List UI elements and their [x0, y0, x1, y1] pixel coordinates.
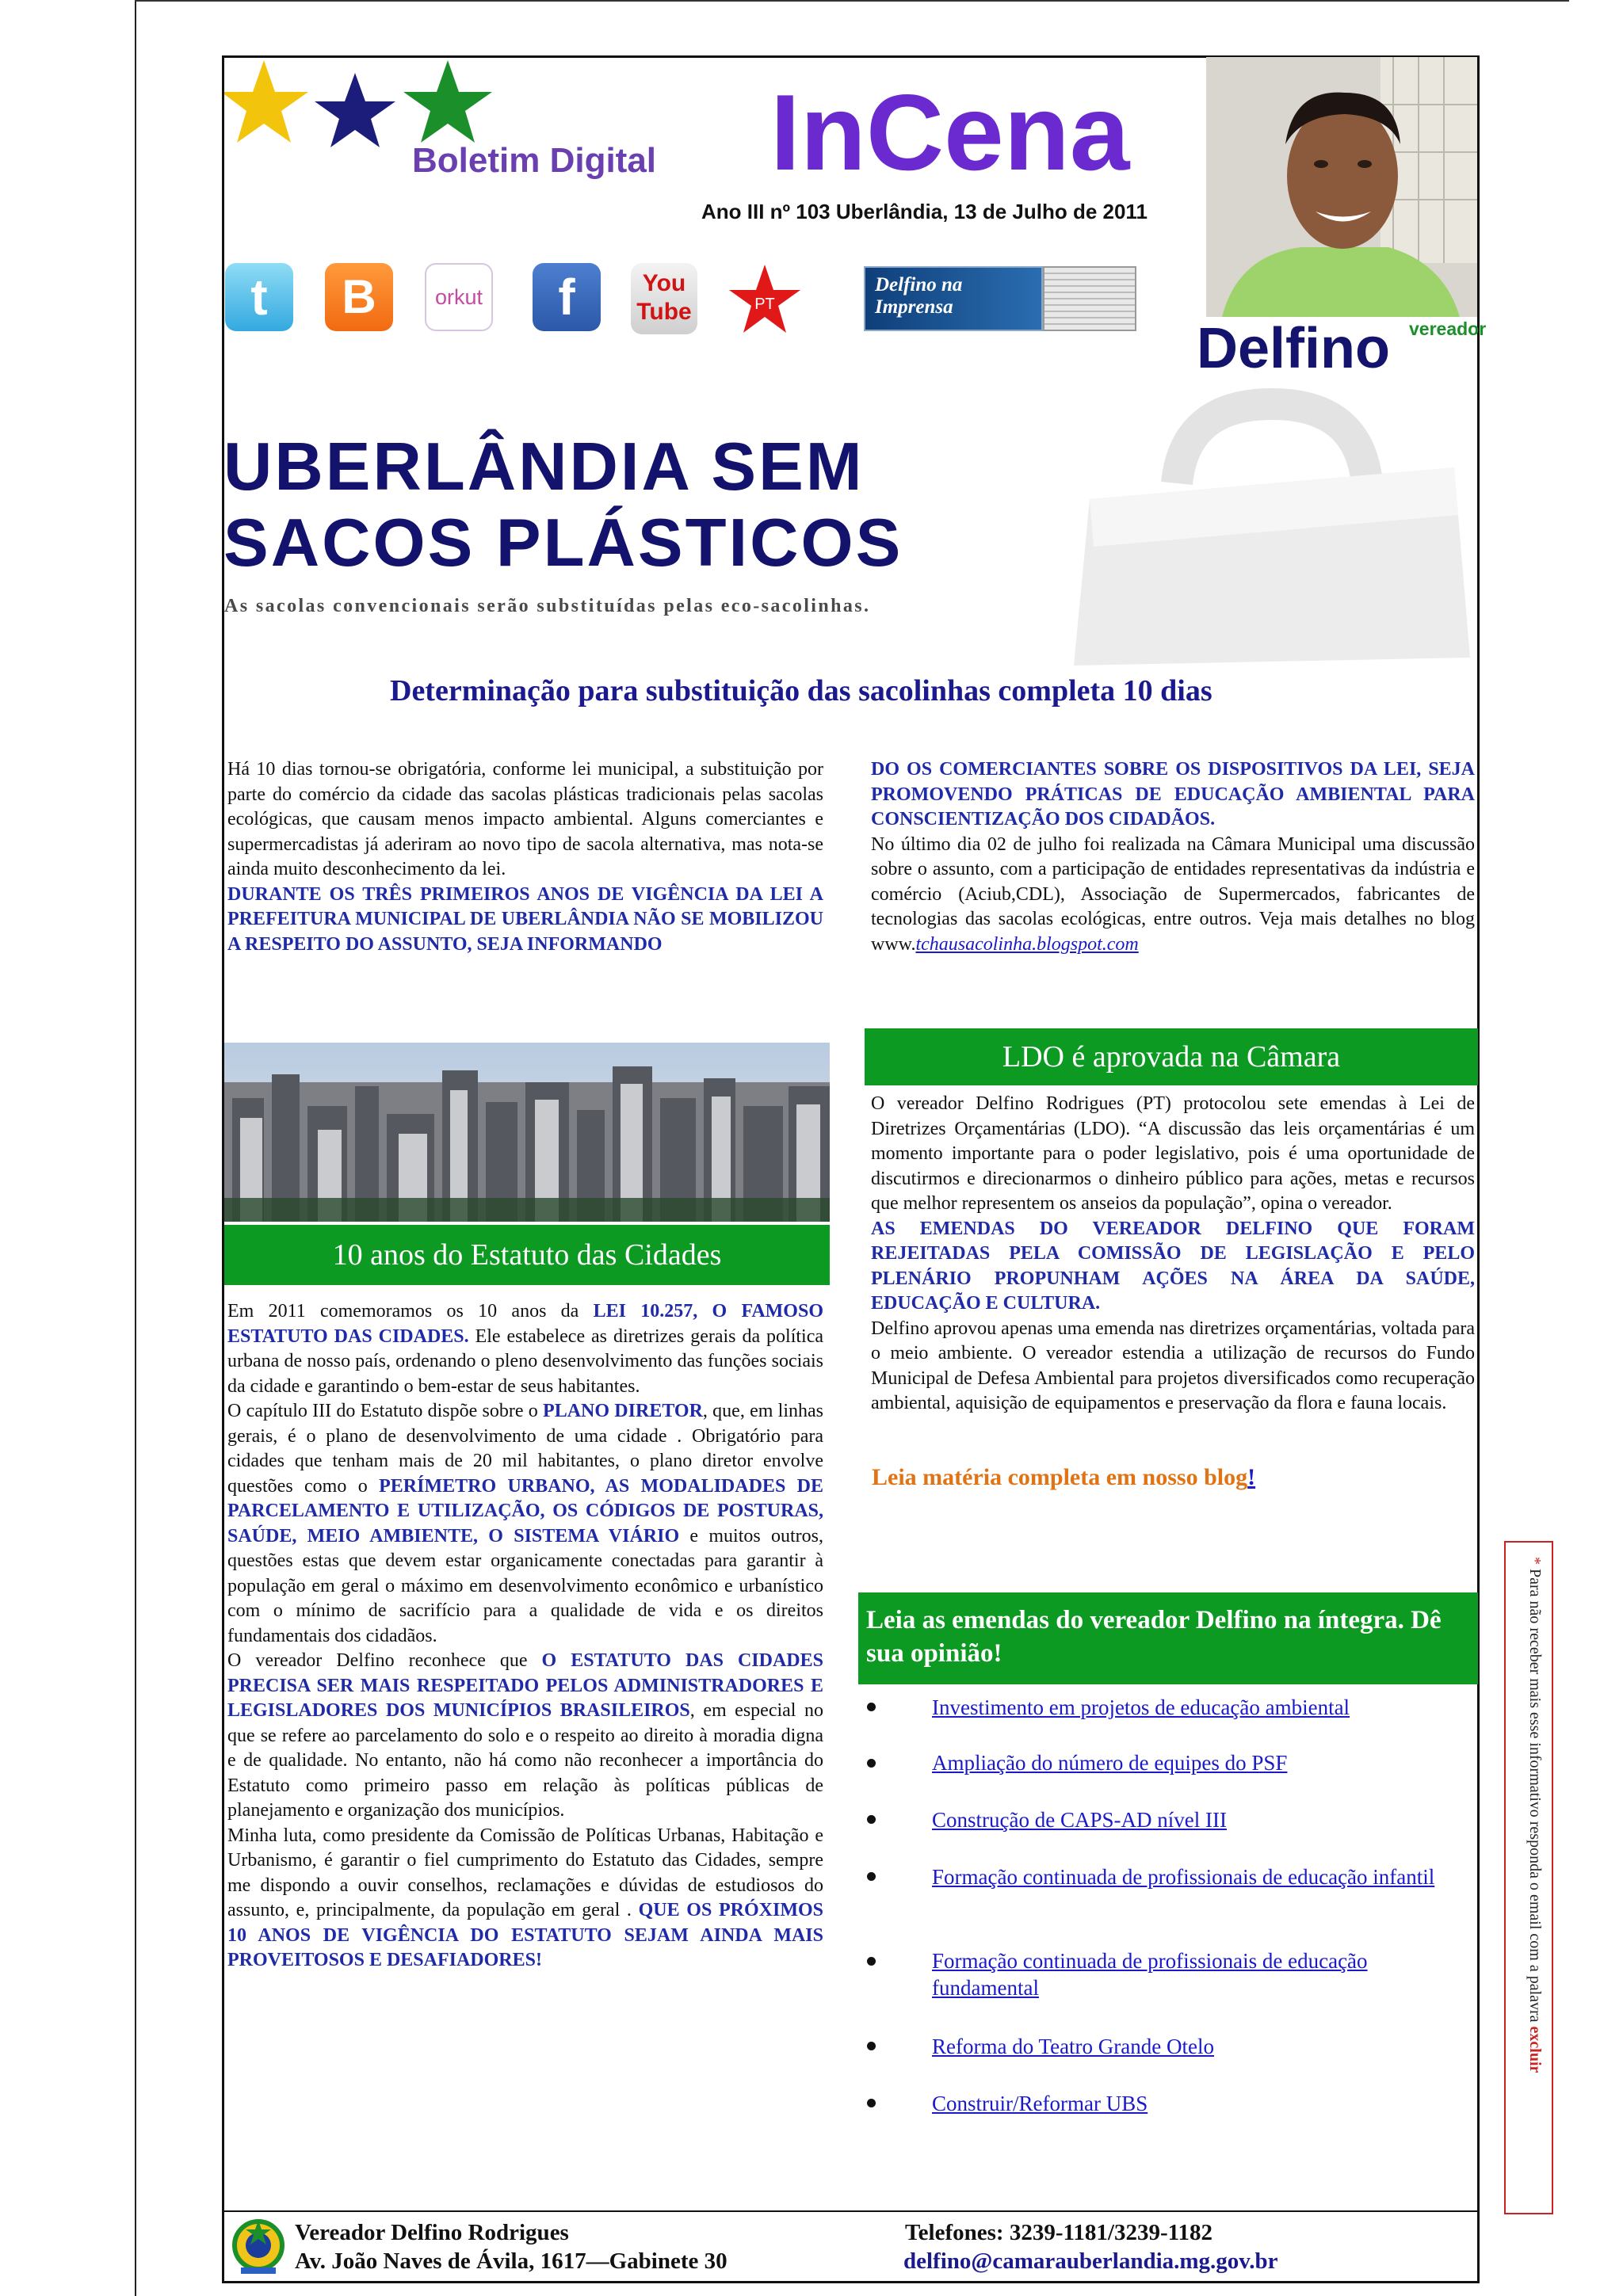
article1-left-text: Há 10 dias tornou-se obrigatória, conforme lei municipal, a substituição por parte do comércio da cidade das sacolas plásticas tradicionais pelas sacolas ecológicas, que causam menos impacto ambiental. Alguns comerciantes e supermercadistas já aderiram ao novo tipo de sacola alternativa, mas nota-se ainda muito desconhecimento da lei. [227, 759, 823, 879]
unsubscribe-note: * Para não receber mais esse informativo responda o email com a palavra excluir [1526, 1557, 1544, 2073]
ldo-caps: AS EMENDAS DO VEREADOR DELFINO QUE FORAM REJEITADAS PELA COMISSÃO DE LEGISLAÇÃO E PELO PLENÁRIO PROPUNHAM AÇÕES NA ÁREA DA SAÚDE, EDUCAÇÃO E CULTURA. [871, 1218, 1475, 1314]
hero-title-line1: UBERLÂNDIA SEM [223, 429, 865, 505]
emenda-link-educacao-fundamental[interactable]: Formação continuada de profissionais de educação fundamental [932, 1949, 1368, 2000]
footer-phones: Telefones: 3239-1181/3239-1182 [905, 2220, 1213, 2245]
estatuto-p3-rest: , em especial no que se refere ao parcelamento do solo e o respeito ao direito à moradia digna e de qualidade. No entanto, não há como não reconhecer a importância do Estatuto como primeiro passo em relação às políticas públicas de planejamento e organização dos municípios. [227, 1700, 824, 1821]
twitter-icon[interactable]: t [225, 263, 293, 331]
estatuto-p2-caps1: PLANO DIRETOR [543, 1401, 703, 1421]
estatuto-p1-rest: Ele estabelece as diretrizes gerais da política urbana de nosso país, ordenando o pleno desenvolvimento das funções sociais da cidade e garantindo o bem-estar de seus habitantes. [227, 1325, 824, 1397]
newspaper-icon [1043, 266, 1136, 331]
article1-right-column [871, 757, 1475, 957]
bullet-dot [867, 1815, 876, 1824]
eco-bag-illustration [1058, 388, 1486, 673]
estatuto-p1-caps: LEI 10.257, O FAMOSO ESTATUTO DAS CIDADES. [227, 1301, 823, 1347]
ldo-p1: O vereador Delfino Rodrigues (PT) protocolou sete emendas à Lei de Diretrizes Orçamentárias (LDO). “A discussão das leis orçamentárias é um momento importante para o poder legislativo, pois é uma oportunidade de discutirmos e direcionarmos o dinheiro público para ações, metas e recursos que melhor representem os anseios da população”, opina o vereador. [871, 1093, 1475, 1214]
bullet-dot [867, 2099, 876, 2107]
delfino-na-imprensa-button[interactable]: Delfino na Imprensa [864, 266, 1043, 331]
unsubscribe-note-box [1504, 1541, 1553, 2214]
estatuto-p2-rest: e muitos outros, questões estas que devem estar organicamente conectadas para garantir à população em geral o máximo em desenvolvimento econômico e urbanístico com o mínimo de sacrifício para a qualidade de vida e os direitos fundamentais dos cidadãos. [227, 1525, 824, 1646]
emenda-link-ubs[interactable]: Construir/Reformar UBS [932, 2092, 1148, 2115]
footer-address: Av. João Naves de Ávila, 1617—Gabinete 30 [295, 2248, 727, 2274]
article1-headline: Determinação para substituição das sacolinhas completa 10 dias [390, 674, 1212, 707]
svg-text:PT: PT [754, 296, 775, 313]
blogger-icon[interactable]: B [325, 263, 393, 331]
youtube-icon[interactable]: You Tube [631, 263, 697, 334]
estatuto-title: 10 anos do Estatuto das Cidades [332, 1238, 722, 1272]
article1-www: www. [871, 933, 916, 955]
estatuto-title-bar [224, 1225, 830, 1285]
estatuto-p2-text: O capítulo III do Estatuto dispõe sobre o [227, 1401, 544, 1421]
brasao-coat-of-arms-icon [227, 2215, 290, 2279]
estatuto-p4-text: Minha luta, como presidente da Comissão de Políticas Urbanas, Habitação e Urbanismo, é garantir o fiel cumprimento do Estatuto das Cidades, sempre me dispondo a ouvir conselhos, reclamações e dúvidas de estudiosos do assunto, e, principalmente, da população em geral . [227, 1825, 823, 1920]
ldo-read-more-link[interactable]: Leia matéria completa em nosso blog! [872, 1464, 1256, 1490]
brand-title: InCena [770, 72, 1130, 193]
page-top-rule [135, 0, 1569, 2]
footer-name: Vereador Delfino Rodrigues [295, 2220, 569, 2245]
ldo-p2: Delfino aprovou apenas uma emenda nas diretrizes orçamentárias, voltada para o meio ambiente. O vereador estendia a utilização de recursos do Fundo Municipal de Defesa Ambiental para projetos diversificados como recuperação ambiental, aquisição de equipamentos e preservação da flora e fauna locais. [871, 1318, 1475, 1413]
emenda-link-educacao-ambiental[interactable]: Investimento em projetos de educação ambiental [932, 1695, 1350, 1719]
estatuto-p1-text: Em 2011 comemoramos os 10 anos da [227, 1301, 594, 1322]
estatuto-p3-caps: O ESTATUTO DAS CIDADES PRECISA SER MAIS RESPEITADO PELOS ADMINISTRADORES E LEGISLADORES DOS MUNICÍPIOS BRASILEIROS [227, 1650, 823, 1721]
vereador-photo [1206, 57, 1477, 317]
bullet-dot [867, 1703, 876, 1711]
ldo-read-more-mark[interactable]: ! [1247, 1464, 1256, 1490]
article1-left-caps: DURANTE OS TRÊS PRIMEIROS ANOS DE VIGÊNCIA DA LEI A PREFEITURA MUNICIPAL DE UBERLÂNDIA NÃO SE MOBILIZOU A RESPEITO DO ASSUNTO, SEJA INFORMANDO [227, 883, 823, 955]
estatuto-p3-text: O vereador Delfino reconhece que [227, 1650, 542, 1671]
footer-divider [222, 2210, 1480, 2212]
bullet-dot [867, 1759, 876, 1768]
pt-star-icon[interactable] [727, 261, 802, 336]
excluir-keyword: excluir [1526, 2026, 1544, 2073]
bullet-dot [867, 2042, 876, 2050]
vereador-small-label: vereador [1409, 318, 1487, 339]
city-skyline-photo [224, 1043, 830, 1222]
estatuto-p2-caps2: PERÍMETRO URBANO, AS MODALIDADES DE PARCELAMENTO E UTILIZAÇÃO, OS CÓDIGOS DE POSTURAS, SAÚDE, MEIO AMBIENTE, O SISTEMA VIÁRIO [227, 1475, 823, 1547]
estatuto-p2-mid: , que, em linhas gerais, é o plano de desenvolvimento de uma cidade . Obrigatório para cidades que tenham mais de 20 mil habitantes, o plano diretor envolve questões como o [227, 1401, 824, 1497]
footer-email-link[interactable]: delfino@camarauberlandia.mg.gov.br [903, 2248, 1278, 2274]
ldo-title: LDO é aprovada na Câmara [1002, 1040, 1341, 1074]
emenda-link-equipes-psf[interactable]: Ampliação do número de equipes do PSF [932, 1751, 1288, 1775]
bullet-dot [867, 1957, 876, 1966]
emendas-title: Leia as emendas do vereador Delfino na íntegra. Dê sua opinião! [866, 1606, 1442, 1668]
bullet-dot [867, 1872, 876, 1881]
emendas-title-bar [858, 1592, 1478, 1684]
ldo-body [871, 1092, 1475, 1417]
tchausacolinha-blog-link[interactable]: tchausacolinha.blogspot.com [915, 933, 1139, 955]
article1-right-caps: DO OS COMERCIANTES SOBRE OS DISPOSITIVOS DA LEI, SEJA PROMOVENDO PRÁTICAS DE EDUCAÇÃO AMBIENTAL PARA CONSCIENTIZAÇÃO DOS CIDADÃOS. [871, 759, 1475, 830]
estatuto-p4-caps: QUE OS PRÓXIMOS 10 ANOS DE VIGÊNCIA DO ESTATUTO SEJAM AINDA MAIS PROVEITOSOS E DESAFIADORES! [227, 1900, 823, 1970]
vereador-name: Delfino [1197, 317, 1390, 380]
hero-title-line2: SACOS PLÁSTICOS [223, 505, 903, 581]
issue-line: Ano III nº 103 Uberlândia, 13 de Julho de 2011 [701, 200, 1148, 223]
article1-left-column [227, 757, 823, 957]
page-left-rule [135, 0, 136, 2296]
emenda-link-educacao-infantil[interactable]: Formação continuada de profissionais de educação infantil [932, 1865, 1435, 1889]
orkut-icon[interactable]: orkut [425, 263, 493, 331]
article1-right-text: No último dia 02 de julho foi realizada na Câmara Municipal uma discussão sobre o assunto, com a participação de entidades representativas da indústria e comércio (Aciub,CDL), Associação de Supermercados, fabricantes de tecnologias das sacolas ecológicas, entre outros. Veja mais detalhes no blog [871, 833, 1475, 929]
boletim-digital-label: Boletim Digital [412, 141, 657, 180]
ldo-title-bar [865, 1028, 1478, 1085]
hero-subtitle: As sacolas convencionais serão substituídas pelas eco-sacolinhas. [224, 596, 871, 616]
emenda-link-caps-ad[interactable]: Construção de CAPS-AD nível III [932, 1808, 1227, 1832]
emenda-link-teatro-grande-otelo[interactable]: Reforma do Teatro Grande Otelo [932, 2035, 1214, 2058]
estatuto-body [227, 1299, 823, 1974]
facebook-icon[interactable]: f [533, 263, 601, 331]
